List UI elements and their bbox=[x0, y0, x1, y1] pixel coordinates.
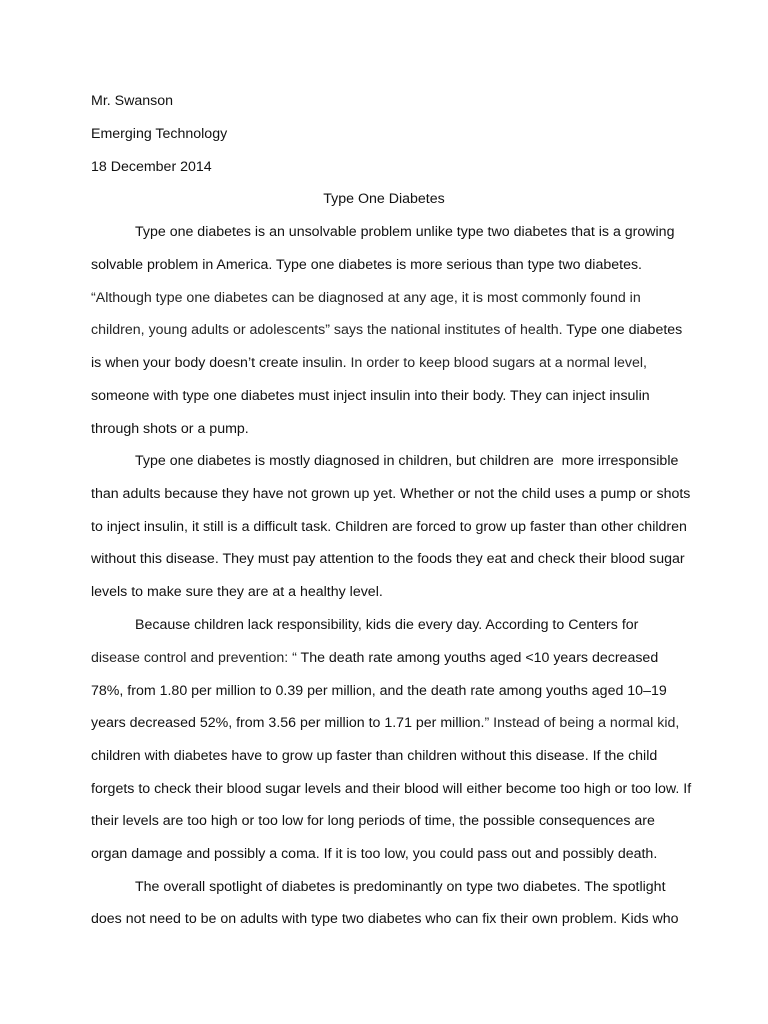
body-fragment: ” Instead of being a normal kid, bbox=[484, 715, 680, 731]
body-fragment: is when your body doesn’t create insulin. bbox=[91, 355, 347, 371]
body-line: someone with type one diabetes must inject insulin into their body. They can inject insulin bbox=[91, 388, 650, 404]
body-line: without this disease. They must pay attention to the foods they eat and check their blood sugar bbox=[91, 551, 685, 567]
quote-fragment: children, young adults or adolescents” says the national institutes of health. bbox=[91, 322, 563, 338]
body-fragment: In order to keep blood sugars at a normal level, bbox=[346, 355, 648, 371]
essay-title: Type One Diabetes bbox=[323, 191, 445, 207]
body-line: children with diabetes have to grow up faster than children without this disease. If the child bbox=[91, 748, 658, 764]
body-line: forgets to check their blood sugar levels and their blood will either become too high or too low. If bbox=[91, 781, 692, 797]
essay-date: 18 December 2014 bbox=[91, 159, 212, 175]
body-fragment: Type one diabetes bbox=[562, 322, 683, 338]
body-line: than adults because they have not grown up yet. Whether or not the child uses a pump or shots bbox=[91, 486, 691, 502]
body-line: through shots or a pump. bbox=[91, 421, 249, 437]
body-line: Type one diabetes is mostly diagnosed in children, but children are more irresponsible bbox=[135, 453, 679, 469]
body-line: Because children lack responsibility, kids die every day. According to Centers for bbox=[135, 617, 639, 633]
body-line bbox=[91, 353, 647, 373]
body-line bbox=[91, 320, 682, 340]
body-line: The overall spotlight of diabetes is predominantly on type two diabetes. The spotlight bbox=[135, 879, 666, 895]
teacher-name: Mr. Swanson bbox=[91, 93, 174, 109]
quote-fragment: years decreased 52%, from 3.56 per million to 1.71 per million. bbox=[91, 715, 485, 731]
course-name: Emerging Technology bbox=[91, 126, 228, 142]
body-line: solvable problem in America. Type one diabetes is more serious than type two diabetes. bbox=[91, 257, 642, 273]
body-line: their levels are too high or too low for long periods of time, the possible consequences are bbox=[91, 813, 655, 829]
body-line: levels to make sure they are at a healthy level. bbox=[91, 584, 383, 600]
body-line: to inject insulin, it still is a difficult task. Children are forced to grow up faster than other children bbox=[91, 519, 687, 535]
body-line: “Although type one diabetes can be diagnosed at any age, it is most commonly found in bbox=[91, 290, 641, 306]
quote-fragment: The death rate among youths aged <10 years decreased bbox=[296, 650, 659, 666]
body-line bbox=[91, 648, 658, 668]
body-fragment: disease control and prevention: “ bbox=[91, 650, 297, 666]
body-line bbox=[91, 713, 679, 733]
body-line: 78%, from 1.80 per million to 0.39 per million, and the death rate among youths aged 10–19 bbox=[91, 683, 667, 699]
body-line: organ damage and possibly a coma. If it is too low, you could pass out and possibly death. bbox=[91, 846, 658, 862]
body-line: Type one diabetes is an unsolvable problem unlike type two diabetes that is a growing bbox=[135, 224, 675, 240]
body-line: does not need to be on adults with type two diabetes who can fix their own problem. Kids who bbox=[91, 911, 679, 927]
